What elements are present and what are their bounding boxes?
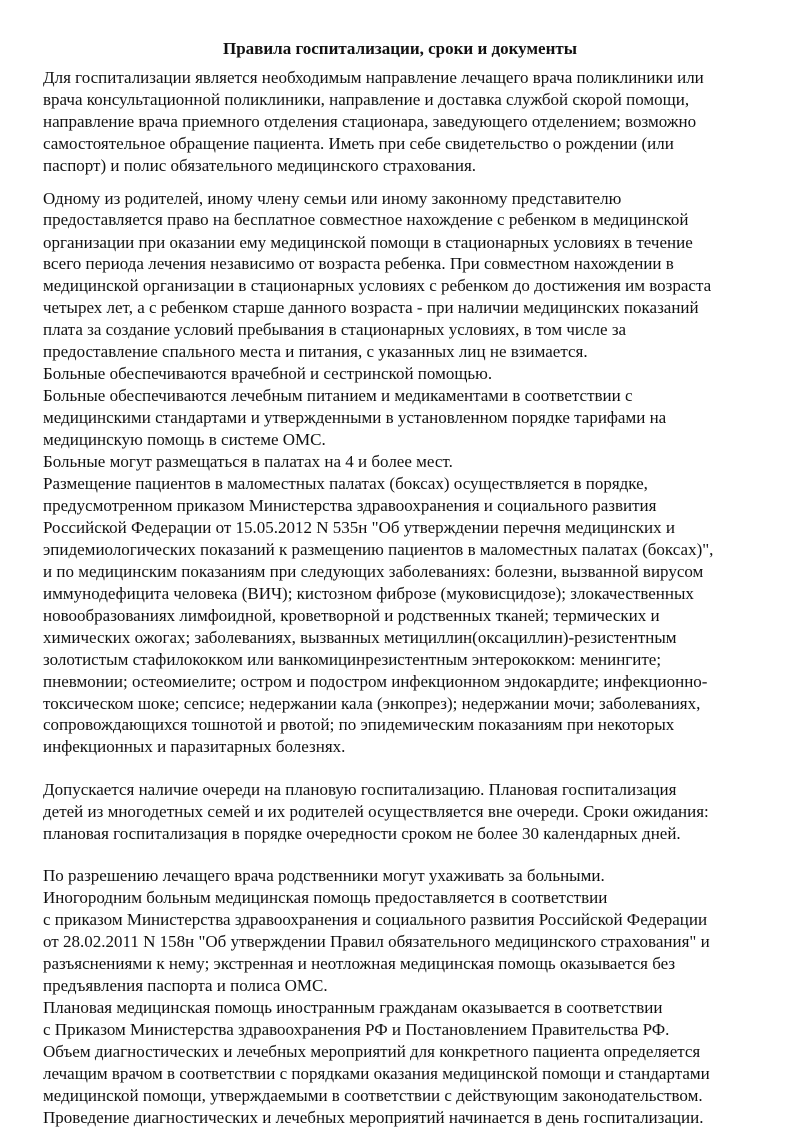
- text-line: с Приказом Министерства здравоохранения РФ и Постановлением Правительства РФ.: [43, 1019, 670, 1039]
- text-line: По разрешению лечащего врача родственники могут ухаживать за больными.: [43, 866, 605, 886]
- text-line: Российской Федерации от 15.05.2012 N 535н "Об утверждении перечня медицинских и: [43, 517, 675, 537]
- document-title: Правила госпитализации, сроки и документы: [223, 39, 577, 58]
- text-line: лечащим врачом в соответствии с порядками оказания медицинской помощи и стандартами: [43, 1063, 710, 1083]
- text-line: пневмонии; остеомиелите; остром и подостром инфекционном эндокардите; инфекционно-: [43, 671, 708, 691]
- text-line: Одному из родителей, иному члену семьи или иному законному представителю: [43, 188, 622, 208]
- text-line: Проведение диагностических и лечебных мероприятий начинается в день госпитализации.: [43, 1107, 704, 1127]
- text-line: организации при оказании ему медицинской помощи в стационарных условиях в течение: [43, 232, 693, 252]
- text-line: плата за создание условий пребывания в стационарных условиях, в том числе за: [43, 320, 627, 340]
- text-line: новообразованиях лимфоидной, кроветворной и родственных тканей; термических и: [43, 605, 660, 625]
- text-line: химических ожогах; заболеваниях, вызванных метициллин(оксациллин)-резистентным: [43, 627, 677, 647]
- text-line: врача консультационной поликлиники, направление и доставка службой скорой помощи,: [43, 89, 690, 109]
- text-line: иммунодефицита человека (ВИЧ); кистозном фиброзе (муковисцидозе); злокачественных: [43, 583, 694, 603]
- text-line: самостоятельное обращение пациента. Иметь при себе свидетельство о рождении (или: [43, 133, 674, 153]
- text-line: предоставление спального места и питания, с указанных лиц не взимается.: [43, 342, 588, 362]
- text-line: разъяснениями к нему; экстренная и неотложная медицинская помощь оказывается без: [43, 953, 676, 973]
- text-line: с приказом Министерства здравоохранения и социального развития Российской Федерации: [43, 910, 708, 929]
- text-line: направление врача приемного отделения стационара, заведующего отделением; возможно: [43, 111, 697, 131]
- text-line: медицинскими стандартами и утвержденными в установленном порядке тарифами на: [43, 408, 667, 428]
- text-line: Плановая медицинская помощь иностранным гражданам оказывается в соответствии: [43, 997, 663, 1017]
- text-line: Объем диагностических и лечебных мероприятий для конкретного пациента определяется: [43, 1041, 701, 1061]
- text-line: детей из многодетных семей и их родителей осуществляется вне очереди. Сроки ожидания:: [43, 801, 709, 821]
- text-line: медицинской помощи, утверждаемыми в соответствии с действующим законодательством.: [43, 1085, 703, 1105]
- text-line: сопровождающихся тошнотой и рвотой; по эпидемическим показаниям при некоторых: [43, 715, 675, 735]
- text-line: от 28.02.2011 N 158н "Об утверждении Правил обязательного медицинского страхования" и: [43, 931, 710, 951]
- text-line: Размещение пациентов в маломестных палатах (боксах) осуществляется в порядке,: [43, 473, 648, 493]
- text-line: предъявления паспорта и полиса ОМС.: [43, 975, 328, 995]
- text-line: и по медицинским показаниям при следующих заболеваниях: болезни, вызванной вирусом: [43, 561, 704, 581]
- text-line: медицинскую помощь в системе ОМС.: [43, 430, 326, 449]
- text-line: паспорт) и полис обязательного медицинского страхования.: [43, 155, 477, 175]
- text-line: предусмотренном приказом Министерства здравоохранения и социального развития: [43, 495, 657, 515]
- text-line: Допускается наличие очереди на плановую госпитализацию. Плановая госпитализация: [43, 779, 677, 799]
- text-line: плановая госпитализация в порядке очередности сроком не более 30 календарных дней.: [43, 823, 681, 843]
- text-line: четырех лет, а с ребенком старше данного возраста - при наличии медицинских показаний: [43, 298, 699, 318]
- text-line: Для госпитализации является необходимым направление лечащего врача поликлиники или: [43, 68, 704, 87]
- text-line: инфекционных и паразитарных болезнях.: [43, 737, 346, 757]
- text-line: токсическом шоке; сепсисе; недержании кала (энкопрез); недержании мочи; заболеваниях,: [43, 693, 701, 713]
- text-line: Иногородним больным медицинская помощь предоставляется в соответствии: [43, 888, 608, 907]
- text-line: Больные обеспечиваются лечебным питанием и медикаментами в соответствии с: [43, 386, 633, 406]
- text-line: эпидемиологических показаний к размещению пациентов в маломестных палатах (боксах)",: [43, 539, 714, 559]
- text-line: медицинской организации в стационарных условиях с ребенком до достижения им возраста: [43, 276, 712, 296]
- text-line: Больные обеспечиваются врачебной и сестринской помощью.: [43, 364, 493, 384]
- text-line: всего периода лечения независимо от возраста ребенка. При совместном нахождении в: [43, 254, 674, 274]
- text-line: золотистым стафилококком или ванкомицинрезистентным энтерококком: менингите;: [43, 649, 662, 669]
- text-line: Больные могут размещаться в палатах на 4 и более мест.: [43, 452, 453, 471]
- text-line: предоставляется право на бесплатное совместное нахождение с ребенком в медицинской: [43, 210, 689, 230]
